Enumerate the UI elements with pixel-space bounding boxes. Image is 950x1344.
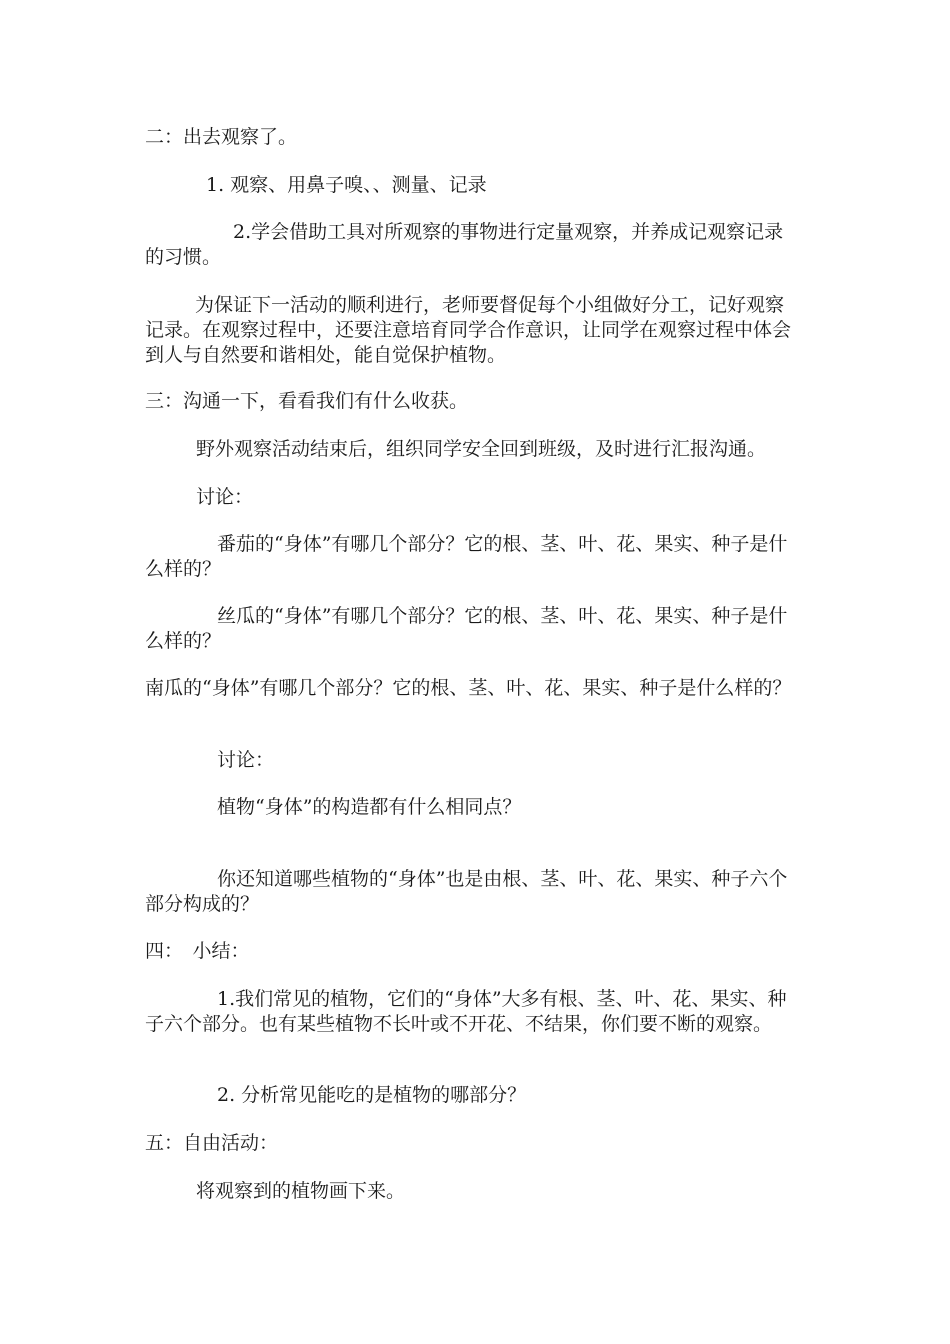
section-heading-5: 五：自由活动： <box>145 1132 279 1154</box>
discussion-label-2: 讨论： <box>217 749 275 771</box>
discussion-label-1: 讨论： <box>196 486 254 508</box>
question-pumpkin: 南瓜的“身体”有哪几个部分？它的根、茎、叶、花、果实、种子是什么样的？ <box>145 677 792 699</box>
question-tomato: 番茄的“身体”有哪几个部分？它的根、茎、叶、花、果实、种子是什么样的？ <box>145 533 788 580</box>
question-other-plants: 你还知道哪些植物的“身体”也是由根、茎、叶、花、果实、种子六个部分构成的？ <box>145 868 788 915</box>
summary-item-2: 2. 分析常见能吃的是植物的哪部分？ <box>217 1084 527 1106</box>
list-item-1: 1. 观察、用鼻子嗅、、测量、记录 <box>206 174 487 196</box>
list-item-2: 2.学会借助工具对所观察的事物进行定量观察，并养成记观察记录的习惯。 <box>145 221 784 268</box>
question-common-structure: 植物“身体”的构造都有什么相同点？ <box>217 796 522 818</box>
section-heading-4: 四： 小结： <box>145 940 250 962</box>
section-heading-2: 二：出去观察了。 <box>145 126 298 148</box>
paragraph-draw-plants: 将观察到的植物画下来。 <box>196 1180 406 1202</box>
paragraph-after-activity: 野外观察活动结束后，组织同学安全回到班级，及时进行汇报沟通。 <box>196 438 767 460</box>
section-heading-3: 三：沟通一下，看看我们有什么收获。 <box>145 390 469 412</box>
summary-item-1: 1.我们常见的植物，它们的“身体”大多有根、茎、叶、花、果实、种子六个部分。也有某些植物不长叶或不开花、不结果，你们要不断的观察。 <box>145 988 787 1035</box>
question-loofah: 丝瓜的“身体”有哪几个部分？它的根、茎、叶、花、果实、种子是什么样的？ <box>145 605 788 652</box>
paragraph-guidance: 为保证下一活动的顺利进行，老师要督促每个小组做好分工，记好观察记录。在观察过程中，还要注意培育同学合作意识，让同学在观察过程中体会到人与自然要和谐相处，能自觉保护植物。 <box>145 294 792 366</box>
